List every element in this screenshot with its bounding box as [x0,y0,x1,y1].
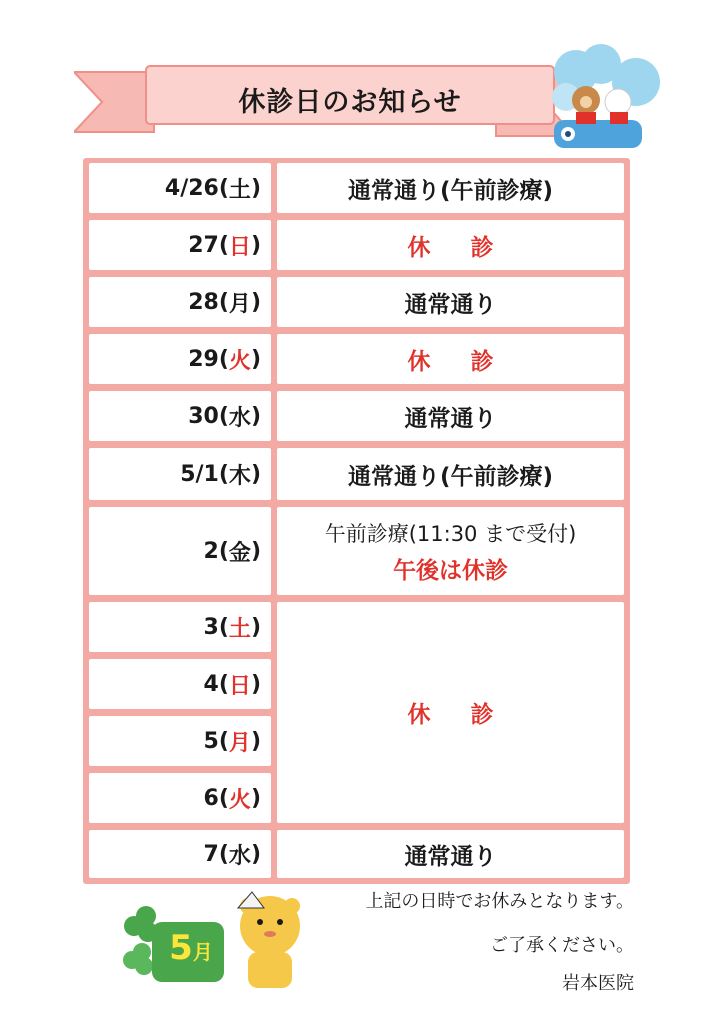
date-cell: 6( 火 ) [89,773,271,823]
status-cell: 通常通り [277,391,624,441]
schedule-table [83,158,630,884]
date-cell: 4( 日 ) [89,659,271,709]
date-cell: 29( 火 ) [89,334,271,384]
date-cell: 28( 月 ) [89,277,271,327]
afternoon-closed-note: 午後は休診 [393,557,508,584]
notice-line-1: 上記の日時でお休みとなります。 [365,891,634,912]
date-cell: 2( 金 ) [89,507,271,595]
notice-line-2: ご了承ください。 [490,935,634,956]
month-badge: 5 月 [169,928,213,968]
date-cell: 7( 水 ) [89,830,271,878]
status-cell: 休診 [277,220,624,270]
status-cell: 通常通り(午前診療) [277,163,624,213]
date-cell: 30( 水 ) [89,391,271,441]
clinic-name: 岩本医院 [562,973,634,994]
status-cell: 通常通り [277,277,624,327]
merged-status-cell: 休診 [277,602,624,823]
status-cell: 通常通り(午前診療) [277,448,624,500]
date-cell: 5/1( 木 ) [89,448,271,500]
page-title: 休診日のお知らせ [238,86,462,118]
date-cell: 3( 土 ) [89,602,271,652]
date-cell: 4/26( 土 ) [89,163,271,213]
status-cell: 休診 [277,334,624,384]
status-cell [277,507,624,595]
date-cell: 5( 月 ) [89,716,271,766]
carp-streamer-kite-icon [546,42,666,162]
date-cell: 27( 日 ) [89,220,271,270]
morning-hours-note: 午前診療(11:30 まで受付) [324,521,577,546]
status-cell: 通常通り [277,830,624,878]
